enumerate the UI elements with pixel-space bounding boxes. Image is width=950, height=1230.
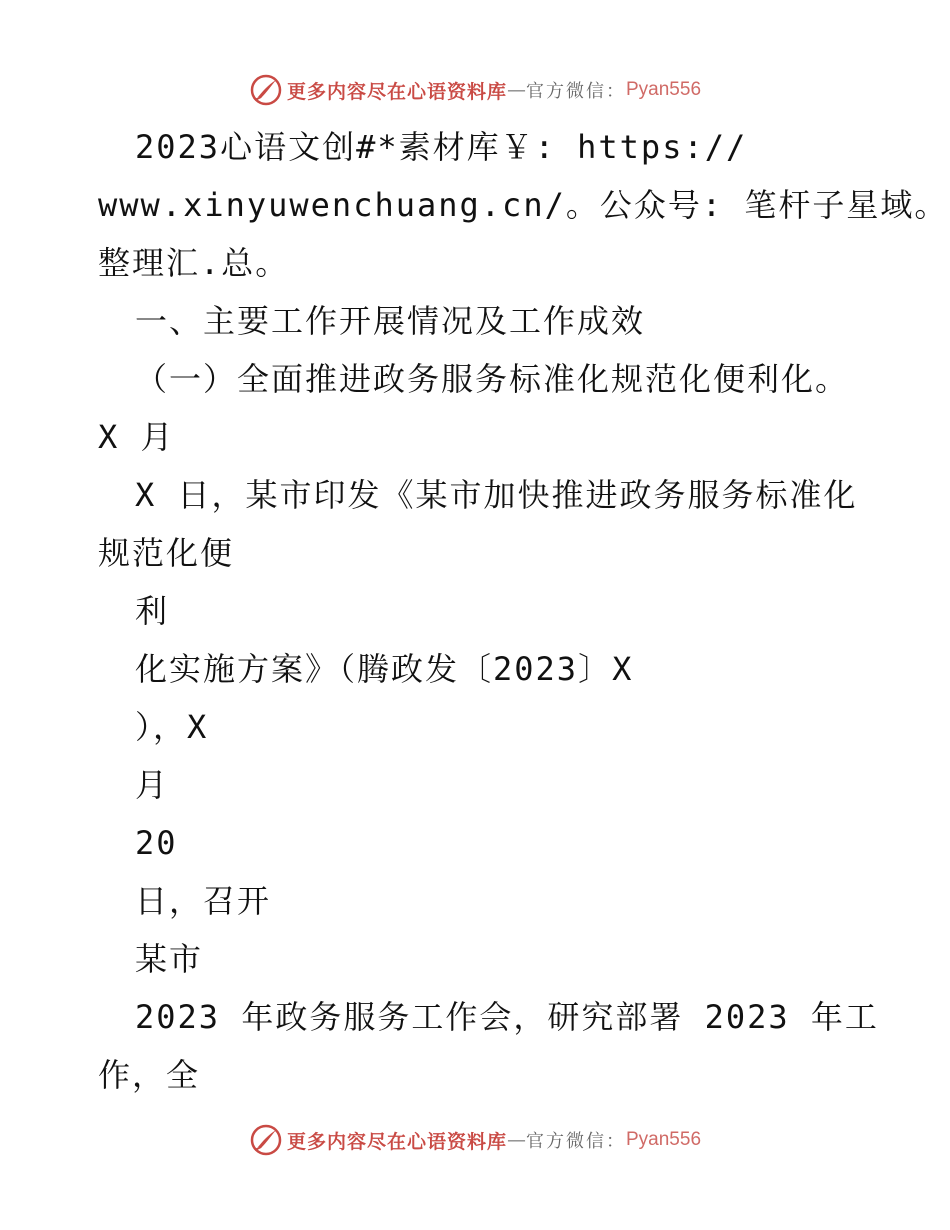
body-line: 2023心语文创#*素材库￥: https://	[135, 128, 748, 166]
body-line: 作，全	[98, 1056, 201, 1094]
watermark-wechat-id: Pyan556	[626, 1129, 702, 1150]
footer-watermark-banner	[0, 1120, 950, 1160]
body-line: 利	[135, 592, 170, 630]
watermark-wechat-label: 官方微信：	[526, 81, 626, 102]
body-line: 20	[135, 824, 178, 862]
watermark-main-text: 更多内容尽在心语资料库	[286, 80, 507, 103]
quill-logo-icon	[249, 1123, 283, 1157]
watermark-main-text: 更多内容尽在心语资料库	[286, 1130, 507, 1153]
body-line: 月	[135, 766, 170, 804]
body-line: 某市	[135, 940, 204, 978]
section-heading: 一、主要工作开展情况及工作成效	[135, 302, 646, 340]
header-watermark-banner	[0, 70, 950, 110]
body-line: 日，召开	[135, 882, 272, 920]
body-line: 化实施方案》（腾政发〔2023〕X	[135, 650, 634, 688]
watermark-separator: —	[507, 1129, 526, 1151]
watermark-separator: —	[507, 79, 526, 101]
watermark-wechat-id: Pyan556	[626, 79, 702, 100]
body-line: X 日，某市印发《某市加快推进政务服务标准化	[135, 476, 858, 514]
body-line: ），X	[135, 708, 209, 746]
quill-logo-icon	[249, 73, 283, 107]
body-line: X 月	[98, 418, 175, 456]
subsection-heading: （一）全面推进政务服务标准化规范化便利化。	[135, 360, 850, 398]
watermark-wechat-label: 官方微信：	[526, 1131, 626, 1152]
body-line: www.xinyuwenchuang.cn/。公众号: 笔杆子星域。	[98, 186, 949, 224]
body-line: 2023 年政务服务工作会，研究部署 2023 年工	[135, 998, 879, 1036]
body-line: 整理汇.总。	[98, 244, 290, 282]
body-line: 规范化便	[98, 534, 235, 572]
